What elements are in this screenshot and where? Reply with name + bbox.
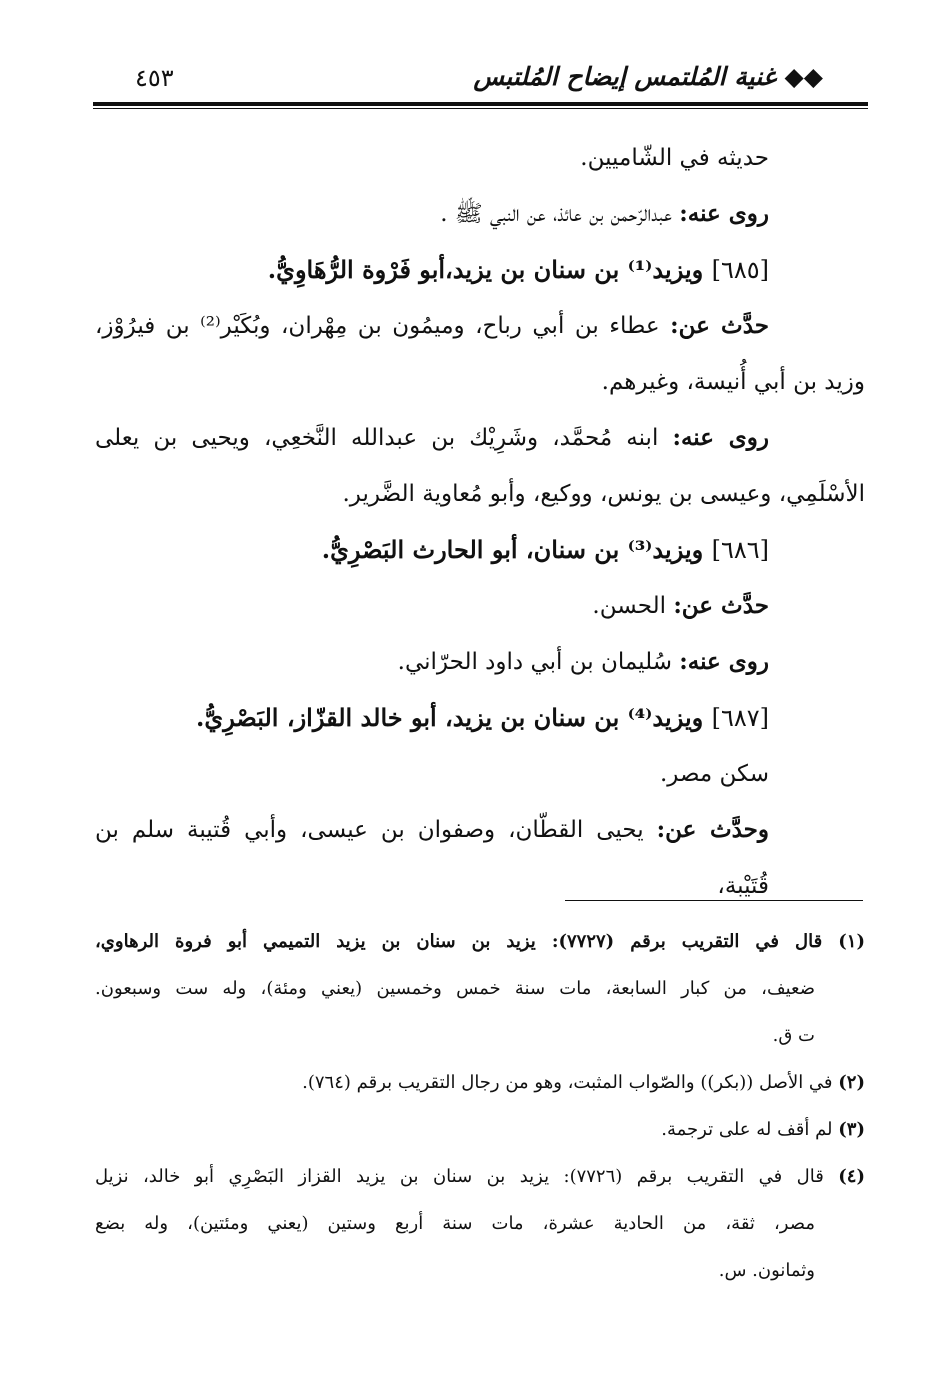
field-label: روى عنه: [672, 424, 769, 451]
footnote-number: (١) [838, 931, 865, 952]
text-line [95, 130, 865, 186]
footnote-text: في الأصل ((بكر)) والصّواب المثبت، وهو من رجال التقريب برقم (٧٦٤). [302, 1072, 839, 1093]
field-label: وحدَّث عن: [656, 816, 769, 843]
footnote-line [95, 965, 865, 1012]
entry-heading-686 [95, 522, 865, 578]
text-line [95, 578, 865, 634]
footnote-line [95, 1200, 865, 1247]
footnote-text: وثمانون. س. [718, 1260, 815, 1281]
text-span: ابنه مُحمَّد، وشَرِيْك بن عبدالله النَّخعِي، ويحيى بن يعلى [95, 425, 673, 451]
field-label: روى عنه: [679, 200, 769, 227]
text-line [95, 186, 865, 242]
text-span: عبدالرّحمن بن عائذ، عن النبي ﷺ . [440, 201, 680, 227]
text-span: حديثه في الشّاميين. [580, 145, 769, 171]
page-number: ٤٥٣ [135, 64, 174, 92]
footnote-3 [95, 1106, 865, 1153]
text-line [95, 746, 865, 802]
footnote-text: ضعيف، من كبار السابعة، مات سنة خمس وخمسين (يعني ومئة)، وله ست وسبعون. [95, 978, 815, 999]
footnote-line [95, 1106, 865, 1153]
text-span: الأسْلَمِي، وعيسى بن يونس، ووكيع، وأبو مُعاوية الضَّرير. [342, 481, 865, 507]
field-label: حدَّث عن: [670, 312, 769, 339]
footnote-text: لم أقف له على ترجمة. [661, 1119, 839, 1140]
running-header [95, 62, 823, 98]
text-line [95, 298, 865, 354]
text-span: الحسن. [592, 593, 674, 619]
footnote-text: ت ق. [772, 1025, 815, 1046]
footnote-number: (٢) [838, 1072, 865, 1093]
footnotes [95, 918, 865, 1294]
field-label: روى عنه: [679, 648, 769, 675]
header-rule-thick [93, 102, 868, 106]
footnote-line [95, 1059, 865, 1106]
footnote-line [95, 1153, 865, 1200]
entry-number: [٦٨٦] [711, 536, 769, 564]
text-line [95, 410, 865, 466]
text-span: سُليمان بن أبي داود الحرّاني. [397, 649, 680, 675]
footnote-line [95, 1012, 865, 1059]
footnote-line [95, 918, 865, 965]
text-span: عطاء بن أبي رباح، وميمُون بن مِهْران، وبُكَيْر⁽²⁾ بن فيرُوْز، [95, 313, 671, 339]
book-title: ◆◆ غنية المُلتمس إيضاح المُلتبس [473, 62, 823, 91]
footnote-line [95, 1247, 865, 1294]
footnote-number: (٣) [838, 1119, 865, 1140]
text-line [95, 466, 865, 522]
footnote-1 [95, 918, 865, 1059]
entry-name: ويزيد⁽⁴⁾ بن سنان بن يزيد، أبو خالد القزّاز، البَصْرِيُّ. [196, 703, 712, 732]
entry-heading-685 [95, 242, 865, 298]
footnote-text: قال في التقريب برقم (٧٧٢٦): يزيد بن سنان بن يزيد القزاز البَصْرِي أبو خالد، نزيل [95, 1166, 839, 1187]
entry-heading-687 [95, 690, 865, 746]
text-span: سكن مصر. [659, 761, 769, 787]
entry-number: [٦٨٥] [711, 256, 769, 284]
text-line [95, 354, 865, 410]
footnote-text: قال في التقريب برقم (٧٧٢٧): يزيد بن سنان بن يزيد التميمي أبو فروة الرهاوي، [95, 931, 839, 952]
footnote-text: مصر، ثقة، من الحادية عشرة، مات سنة أربع وستين (يعني ومئتين)، وله بضع [95, 1213, 815, 1234]
text-line [95, 634, 865, 690]
text-line [95, 802, 865, 914]
entry-name: ويزيد⁽³⁾ بن سنان، أبو الحارث البَصْرِيُّ. [321, 535, 712, 564]
field-label: حدَّث عن: [673, 592, 769, 619]
entry-name: ويزيد⁽¹⁾ بن سنان بن يزيد،أبو فَرْوة الرُّهَاوِيُّ. [267, 255, 712, 284]
footnote-4 [95, 1153, 865, 1294]
footnote-2 [95, 1059, 865, 1106]
entry-number: [٦٨٧] [711, 704, 769, 732]
text-span: وزيد بن أبي أُنيسة، وغيرهم. [601, 369, 865, 395]
footnote-number: (٤) [838, 1166, 865, 1187]
text-span: يحيى القطّان، وصفوان بن عيسى، وأبي قُتيبة سلم بن قُتَيْبة، [95, 817, 769, 899]
main-text [95, 130, 865, 914]
header-rule-thin [93, 108, 868, 109]
footnote-separator [565, 900, 863, 901]
